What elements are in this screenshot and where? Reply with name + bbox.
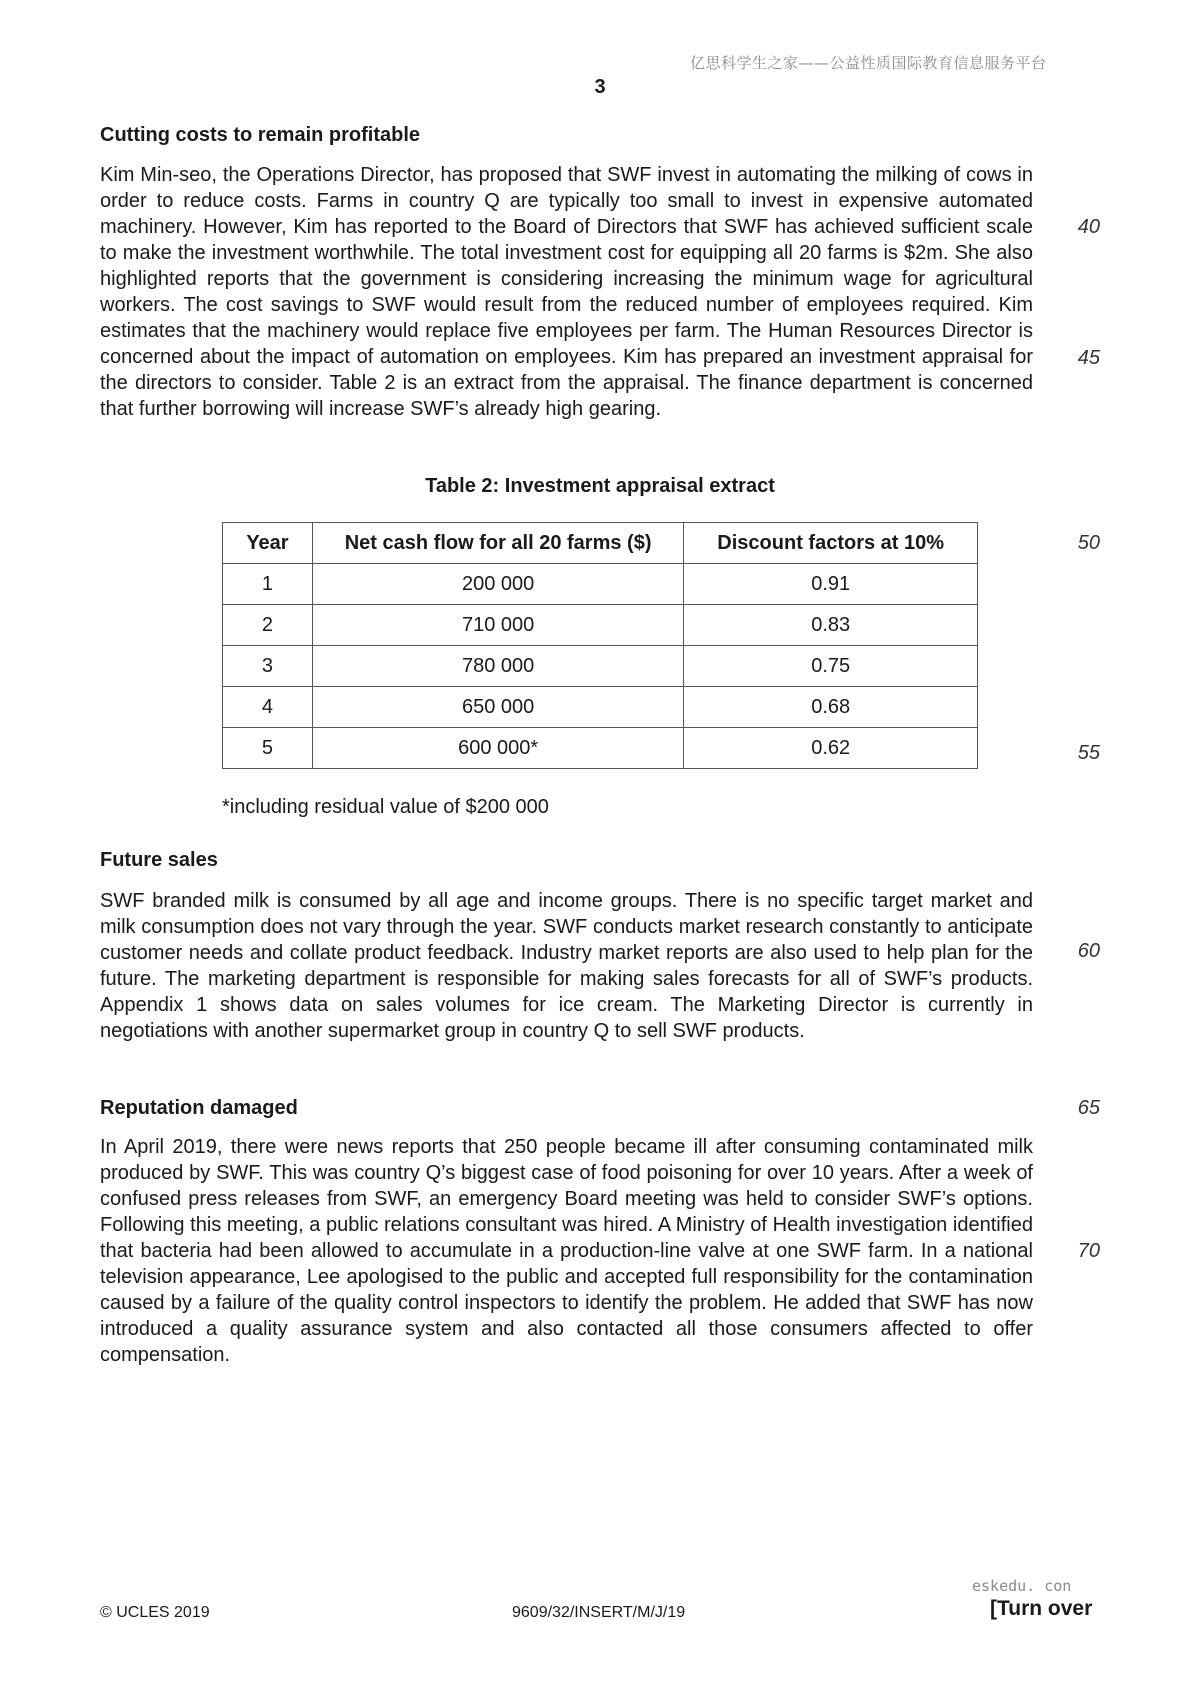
- line-number-65: 65: [1077, 1097, 1100, 1119]
- header-net-cash-flow: Net cash flow for all 20 farms ($): [312, 523, 683, 564]
- cell-year: 4: [223, 687, 313, 728]
- page-number: 3: [594, 76, 606, 98]
- table-title: Table 2: Investment appraisal extract: [425, 475, 775, 497]
- cell-discount-factor: 0.75: [684, 646, 978, 687]
- cell-year: 5: [223, 728, 313, 769]
- cell-discount-factor: 0.68: [684, 687, 978, 728]
- line-number-55: 55: [1077, 742, 1100, 764]
- line-number-60: 60: [1077, 940, 1100, 962]
- cell-net-cash-flow: 600 000*: [312, 728, 683, 769]
- cell-net-cash-flow: 710 000: [312, 605, 683, 646]
- footer-paper-code: 9609/32/INSERT/M/J/19: [512, 1604, 686, 1621]
- watermark-bottom-text: eskedu. con: [972, 1577, 1072, 1595]
- table-header-row: [223, 523, 978, 564]
- cell-net-cash-flow: 780 000: [312, 646, 683, 687]
- cell-year: 3: [223, 646, 313, 687]
- cell-net-cash-flow: 650 000: [312, 687, 683, 728]
- line-number-45: 45: [1077, 347, 1100, 369]
- cell-year: 1: [223, 564, 313, 605]
- cell-year: 2: [223, 605, 313, 646]
- investment-appraisal-table: [222, 522, 978, 769]
- footer-turn-over: [Turn over: [990, 1597, 1093, 1620]
- line-number-50: 50: [1077, 532, 1100, 554]
- table-row: [223, 605, 978, 646]
- cell-discount-factor: 0.83: [684, 605, 978, 646]
- header-discount-factor: Discount factors at 10%: [684, 523, 978, 564]
- paragraph-future-sales: SWF branded milk is consumed by all age and income groups. There is no specific target market and milk consumption does not vary through the year. SWF conducts market research constantly to anticipate customer needs and collate product feedback. Industry market reports are also used to help plan for the future. The marketing department is responsible for making sales forecasts for all of SWF’s products. Appendix 1 shows data on sales volumes for ice cream. The Marketing Director is currently in negotiations with another supermarket group in country Q to sell SWF products.: [100, 890, 1033, 1042]
- table-footnote: *including residual value of $200 000: [222, 796, 549, 818]
- section-heading-costs: Cutting costs to remain profitable: [100, 124, 421, 146]
- section-heading-future-sales: Future sales: [100, 849, 218, 871]
- cell-discount-factor: 0.91: [684, 564, 978, 605]
- footer-copyright: © UCLES 2019: [100, 1604, 210, 1621]
- line-number-70: 70: [1077, 1240, 1100, 1262]
- paragraph-reputation: In April 2019, there were news reports that 250 people became ill after consuming contaminated milk produced by SWF. This was country Q’s biggest case of food poisoning for over 10 years. After a week of confused press releases from SWF, an emergency Board meeting was held to consider SWF’s options. Following this meeting, a public relations consultant was hired. A Ministry of Health investigation identified that bacteria had been allowed to accumulate in a production-line valve at one SWF farm. In a national television appearance, Lee apologised to the public and accepted full responsibility for the contamination caused by a failure of the quality control inspectors to identify the problem. He added that SWF has now introduced a quality assurance system and also contacted all those consumers affected to offer compensation.: [100, 1136, 1033, 1366]
- table-row: [223, 646, 978, 687]
- table-row: [223, 728, 978, 769]
- section-heading-reputation: Reputation damaged: [100, 1097, 298, 1119]
- table-row: [223, 687, 978, 728]
- watermark-top-text: 亿思科学生之家——公益性质国际教育信息服务平台: [690, 54, 1047, 72]
- line-number-40: 40: [1077, 216, 1100, 238]
- cell-discount-factor: 0.62: [684, 728, 978, 769]
- paragraph-costs: Kim Min-seo, the Operations Director, has proposed that SWF invest in automating the milking of cows in order to reduce costs. Farms in country Q are typically too small to invest in expensive automated machinery. However, Kim has reported to the Board of Directors that SWF has achieved sufficient scale to make the investment worthwhile. The total investment cost for equipping all 20 farms is $2m. She also highlighted reports that the government is considering increasing the minimum wage for agricultural workers. The cost savings to SWF would result from the reduced number of employees required. Kim estimates that the machinery would replace five employees per farm. The Human Resources Director is concerned about the impact of automation on employees. Kim has prepared an investment appraisal for the directors to consider. Table 2 is an extract from the appraisal. The finance department is concerned that further borrowing will increase SWF’s already high gearing.: [100, 164, 1033, 420]
- cell-net-cash-flow: 200 000: [312, 564, 683, 605]
- header-year: Year: [223, 523, 313, 564]
- table-row: [223, 564, 978, 605]
